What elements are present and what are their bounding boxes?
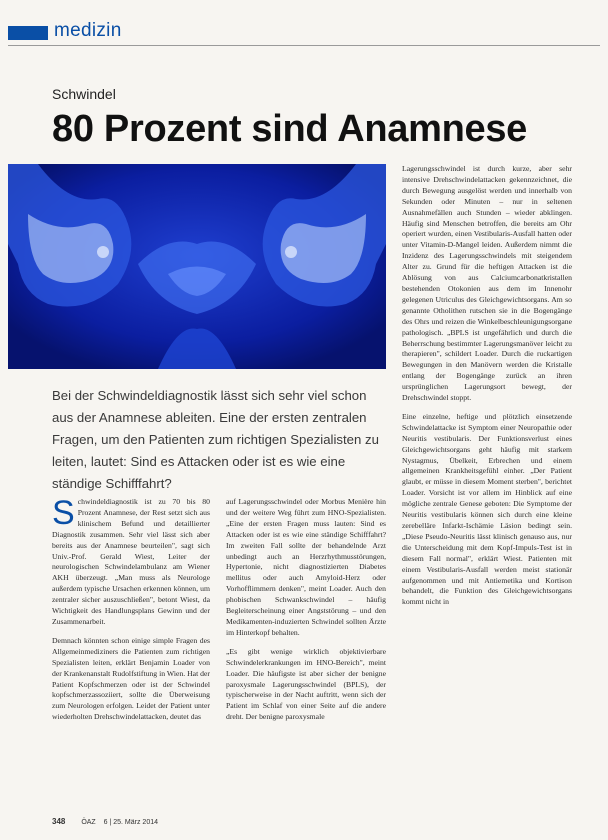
section-label: medizin xyxy=(54,20,122,41)
article-kicker: Schwindel xyxy=(52,86,116,102)
paragraph-text: chwindeldiagnostik ist zu 70 bis 80 Prozent Anamnese, der Rest setzt sich aus klinischem Befund und detaillierter Diagnostik zusammen. Sehr viel lässt sich aber bereits aus der Anamnese beurteilen", sagt sich Univ.-Prof. Gerald Wiest, Leiter der neurologischen Schwindelambulanz am Wiener AKH überzeugt. „Man muss als Neurologe außerdem typische Ursachen erkennen können, um zentraler sicher auszuschließen", betont Wiest, da Wichtigkeit des Handlungsplans Gewinn und der Zusammenarbeit. xyxy=(52,497,210,626)
paragraph: Demnach könnten schon einige simple Fragen des Allgemeinmediziners die Patienten zum richtigen Spezialisten leiten, erklärt Benjamin Loader von der Krankenanstalt Rudolfstiftung in Wien. Hat der Patient Kopfschmerzen oder ist der Schwindel kopfschmerzassoziiert, sollte die Überweisung zum Neurologen erfolgen. Leidet der Patient unter wiederholten Drehschwindelattacken, deutet das xyxy=(52,635,210,722)
paragraph xyxy=(52,497,210,628)
ct-scan-graphic xyxy=(8,164,386,369)
paragraph: „Es gibt wenige wirklich objektivierbare Schwindelerkrankungen im HNO-Bereich", meint Loader. Die häufigste ist aber sicher der benigne paroxysmale Lagerungsschwindel (BPLS), der typischerweise in der Nacht auftritt, wenn sich der Patient im Schlaf von einer Seite auf die andere dreht. Der benigne paroxysmale xyxy=(226,646,386,722)
ct-scan-image xyxy=(8,164,386,369)
header-rule xyxy=(8,45,600,46)
paragraph: Eine einzelne, heftige und plötzlich einsetzende Schwindelattacke ist Symptom einer Neuropathie oder Neuritis vestibularis. Der Funktionsverlust eines Gleichgewichtsorgans geht häufig mit starkem Nystagmus, Übelkeit, Erbrechen und einem allgemeinen Krankheitsgefühl einher. „Der Patient glaubt, er müsse in diesem Moment sterben", berichtet Loader. Vorsicht ist vor allem im Hinblick auf eine mögliche zentrale Genese geboten: Die Symptome der Neuritis vestibularis können sich durch eine kleine zerebelläre Infarkt-Ischämie Läsion bedingt sein. „Diese Pseudo-Neuritis lässt klinisch genauso aus, nur die Unterscheidung mit dem Kopf-Impuls-Test ist in diesem Fall normal", erklärt Wiest. Patienten mit einem Vestibularis-Ausfall werden meist stationär aufgenommen und mit Antiemetika und Kortison behandelt, die Funktion des Gleichgewichtsorgans kommt nicht in xyxy=(402,411,572,607)
body-column-1 xyxy=(52,497,210,822)
page-footer xyxy=(52,817,158,826)
page-number: 348 xyxy=(52,817,66,826)
body-column-2 xyxy=(226,497,386,822)
issue-date: 6 | 25. März 2014 xyxy=(103,819,159,826)
paragraph: Lagerungsschwindel ist durch kurze, aber sehr intensive Drehschwindelattacken gekennzeichnet, die durch Bewegung ausgelöst werden und innerhalb von Sekunden oder Minuten – nur in seltenen Ausnahmefällen auch Stunden – wieder abklingen. Häufig sind Menschen betroffen, die bereits am Ohr operiert wurden, einen Vestibularis-Ausfall hatten oder unter Vitamin-D-Mangel leiden. Außerdem nimmt die Inzidenz des Lagerungsschwindels mit steigendem Alter zu. Grund für die heftigen Attacken ist die Ablösung von aus Calciumcarbonatkristallen bestehenden Otokonien aus dem im Innenohr gelegenen Utriculus des Gleichgewichtsorgans. Am so genannte Otholithen rutschen sie in die Bogengänge des Ohrs und reizen die Winkelbeschleunigungsorgane pathologisch. „BPLS ist ungefährlich und durch die Beherrschung bestimmter Lagerungsmanöver leicht zu therapieren", schildert Loader. Durch die ruckartigen Bewegungen in den Manövern werden die Kristalle entlang der Bogengänge zurück an ihren ursprünglichen Lagerungsort bewegt, der Drehschwindel stoppt. xyxy=(402,164,572,403)
article-headline: 80 Prozent sind Anamnese xyxy=(52,108,527,150)
publication-name: ÖAZ xyxy=(81,819,96,826)
paragraph: auf Lagerungsschwindel oder Morbus Menière hin und der weitere Weg führt zum HNO-Spezialisten. „Eine der ersten Fragen muss lauten: Sind es Attacken oder ist es wie eine ständige Schifffahrt? Im zweiten Fall sollte der behandelnde Arzt unbedingt auch an Herzrhythmusstörungen, Hypertonie, nicht diagnostizierten Diabetes mellitus oder auch Amyloid-Herz oder Vorhofflimmern denken", meint Loader. Auch den phobischen Schwankschwindel – häufig Begleiterscheinung einer Angststörung – und den Medikamenten-induzierten Schwindel sollten Ärzte im Hinterkopf behalten. xyxy=(226,497,386,637)
article-lead: Bei der Schwindeldiagnostik lässt sich sehr viel schon aus der Anamnese ableiten. Eine der ersten zentralen Fragen, um den Patienten zum richtigen Spezialisten zu leiten, lautet: Sind es Attacken oder ist es wie eine ständige Schifffahrt? xyxy=(52,388,379,491)
drop-cap: S xyxy=(52,497,75,532)
section-color-bar xyxy=(8,26,48,40)
body-column-3 xyxy=(402,164,572,822)
